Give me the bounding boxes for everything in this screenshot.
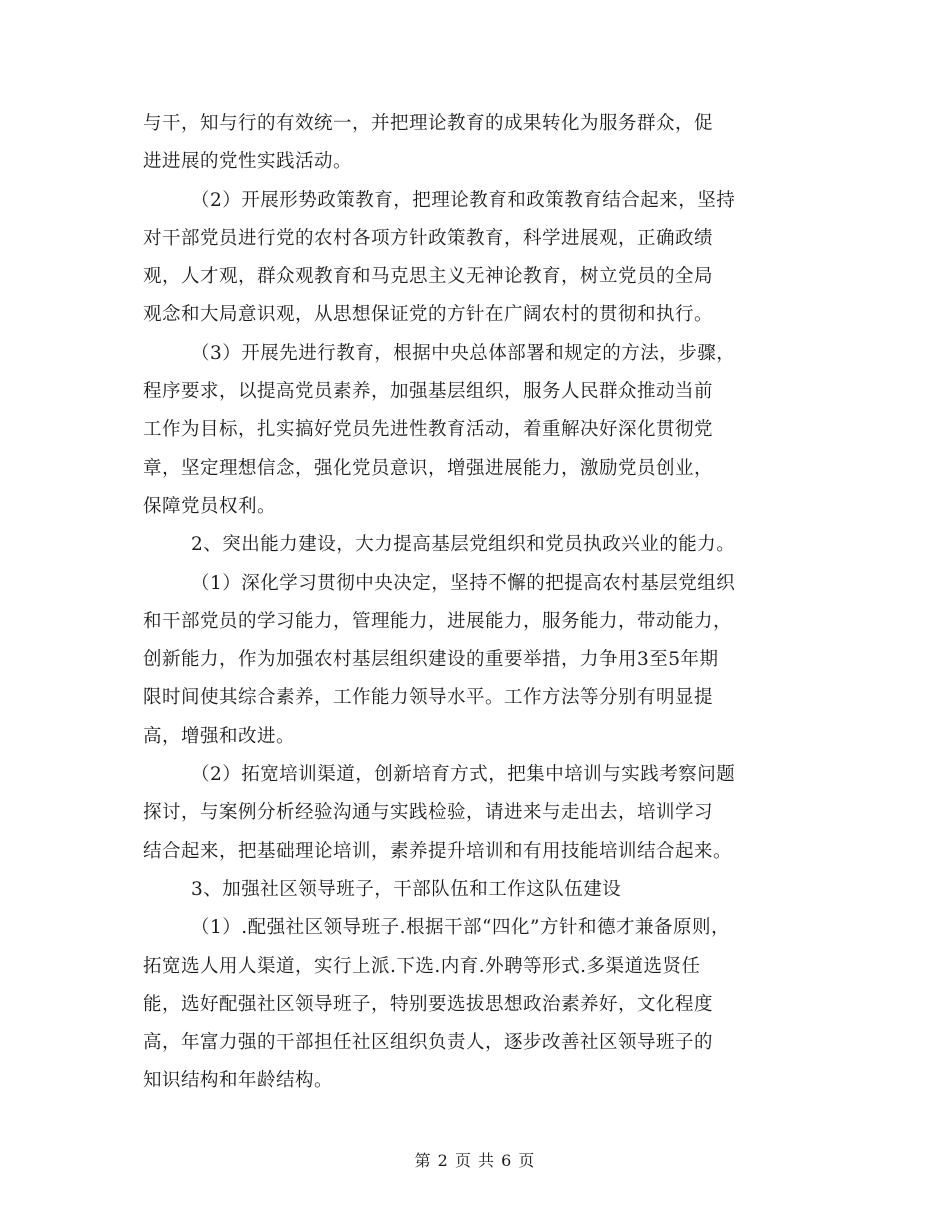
text-line: 观，人才观，群众观教育和马克思主义无神论教育，树立党员的全局	[143, 266, 714, 288]
text-line: （1）.配强社区领导班子.根据干部“四化”方针和德才兼备原则，	[191, 917, 730, 939]
text-line: 进进展的党性实践活动。	[143, 151, 353, 173]
page-footer: 第 2 页 共 6 页	[414, 1151, 536, 1170]
text-line: 高，年富力强的干部担任社区组织负责人，逐步改善社区领导班子的	[143, 1032, 714, 1054]
text-line: （3）开展先进行教育，根据中央总体部署和规定的方法，步骤，	[191, 342, 736, 364]
text-line: （2）开展形势政策教育，把理论教育和政策教育结合起来，坚持	[191, 189, 736, 211]
text-line: 结合起来，把基础理论培训，素养提升培训和有用技能培训结合起来。	[143, 840, 733, 862]
text-line: 3、加强社区领导班子，干部队伍和工作这队伍建设	[191, 878, 622, 900]
text-line: （1）深化学习贯彻中央决定，坚持不懈的把提高农村基层党组织	[191, 572, 736, 594]
text-line: 工作为目标，扎实搞好党员先进性教育活动，着重解决好深化贯彻党	[143, 419, 714, 441]
text-line: 拓宽选人用人渠道，实行上派.下选.内育.外聘等形式.多渠道选贤任	[143, 955, 701, 977]
text-line: 程序要求，以提高党员素养，加强基层组织，服务人民群众推动当前	[143, 381, 714, 403]
text-line: 探讨，与案例分析经验沟通与实践检验，请进来与走出去，培训学习	[143, 802, 714, 824]
text-line: 能，选好配强社区领导班子，特别要选拔思想政治素养好，文化程度	[143, 993, 714, 1015]
text-line: （2）拓宽培训渠道，创新培育方式，把集中培训与实践考察问题	[191, 764, 736, 786]
document-body	[143, 105, 823, 1101]
text-line: 2、突出能力建设，大力提高基层党组织和党员执政兴业的能力。	[191, 534, 736, 556]
text-line: 知识结构和年龄结构。	[143, 1070, 334, 1092]
text-line: 和干部党员的学习能力，管理能力，进展能力，服务能力，带动能力，	[143, 610, 733, 632]
text-line: 与干，知与行的有效统一，并把理论教育的成果转化为服务群众，促	[143, 113, 714, 134]
text-line: 观念和大局意识观，从思想保证党的方针在广阔农村的贯彻和执行。	[143, 304, 714, 326]
text-line: 创新能力，作为加强农村基层组织建设的重要举措，力争用3至5年期	[143, 649, 719, 671]
text-line: 对干部党员进行党的农村各项方针政策教育，科学进展观，正确政绩	[143, 227, 714, 249]
text-line: 章，坚定理想信念，强化党员意识，增强进展能力，激励党员创业，	[143, 457, 714, 479]
text-line: 限时间使其综合素养，工作能力领导水平。工作方法等分别有明显提	[143, 687, 714, 709]
text-line: 保障党员权利。	[143, 495, 277, 517]
text-line: 高，增强和改进。	[143, 725, 296, 747]
